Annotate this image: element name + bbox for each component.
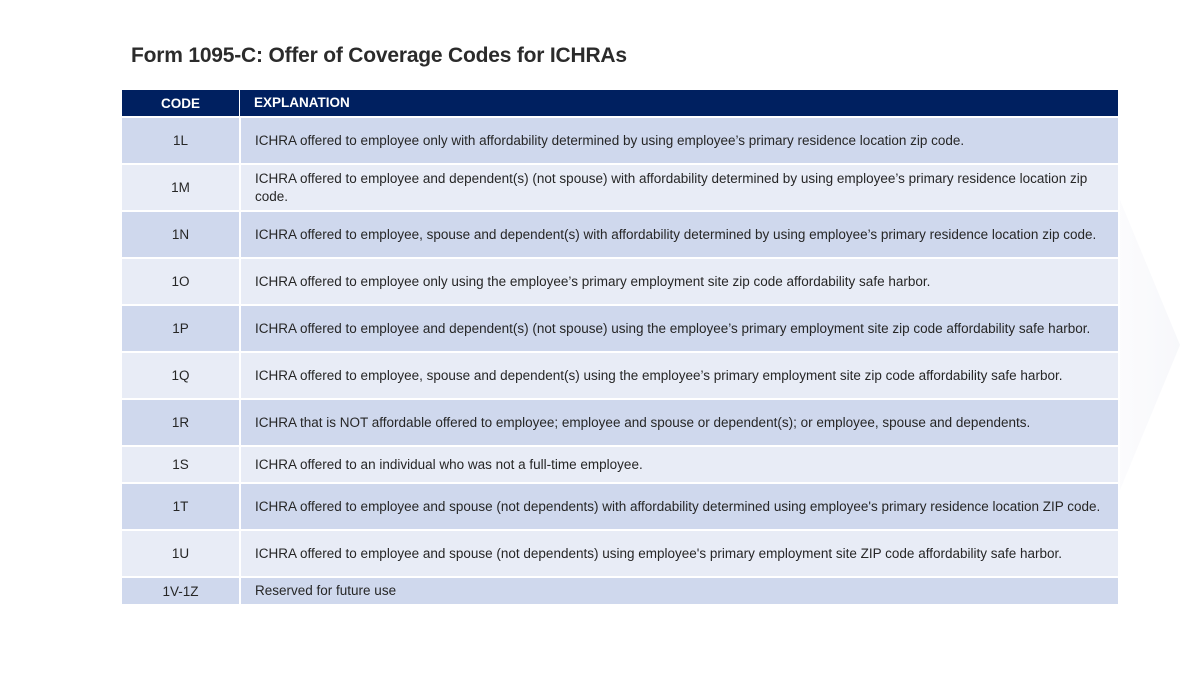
code-cell: 1Q [122,353,241,398]
explanation-cell: ICHRA offered to employee and dependent(s) (not spouse) using the employee’s primary employment site zip code affordability safe harbor. [255,320,1091,336]
background-chevron-decoration [1120,200,1180,490]
code-cell: 1N [122,212,241,257]
explanation-cell: ICHRA offered to an individual who was not a full-time employee. [255,456,643,472]
table-row [122,531,1118,576]
code-cell: 1T [122,484,241,529]
explanation-cell: Reserved for future use [255,583,397,598]
table-header-row [122,90,1118,116]
table-row [122,259,1118,304]
code-cell: 1M [122,165,241,210]
table-row [122,306,1118,351]
table-row [122,353,1118,398]
code-cell: 1O [122,259,241,304]
code-cell: 1L [122,118,241,163]
explanation-cell: ICHRA offered to employee and spouse (not dependents) with affordability determined using employee's primary residence location ZIP code. [255,498,1101,514]
explanation-cell: ICHRA offered to employee, spouse and dependent(s) using the employee’s primary employment site zip code affordability safe harbor. [255,367,1063,383]
explanation-cell: ICHRA that is NOT affordable offered to employee; employee and spouse or dependent(s); or employee, spouse and dependents. [255,414,1031,430]
coverage-codes-table [122,90,1118,606]
header-explanation: EXPLANATION [254,95,350,110]
explanation-cell: ICHRA offered to employee and spouse (not dependents) using employee's primary employment site ZIP code affordability safe harbor. [255,545,1063,561]
page-title: Form 1095-C: Offer of Coverage Codes for ICHRAs [131,44,627,67]
table-row [122,212,1118,257]
code-cell: 1P [122,306,241,351]
explanation-cell: ICHRA offered to employee, spouse and dependent(s) with affordability determined by using employee’s primary residence location zip code. [255,226,1097,242]
code-cell: 1V-1Z [122,578,241,604]
table-row [122,578,1118,604]
header-code: CODE [122,90,240,116]
table-row [122,484,1118,529]
explanation-cell: ICHRA offered to employee only with affordability determined by using employee’s primary residence location zip code. [255,132,965,148]
table-row [122,118,1118,163]
code-cell: 1R [122,400,241,445]
table-row [122,400,1118,445]
table-row [122,447,1118,482]
code-cell: 1U [122,531,241,576]
explanation-cell: ICHRA offered to employee and dependent(s) (not spouse) with affordability determined by using employee’s primary residence location zip code. [255,170,1088,204]
code-cell: 1S [122,447,241,482]
explanation-cell: ICHRA offered to employee only using the employee’s primary employment site zip code affordability safe harbor. [255,273,931,289]
table-row [122,165,1118,210]
